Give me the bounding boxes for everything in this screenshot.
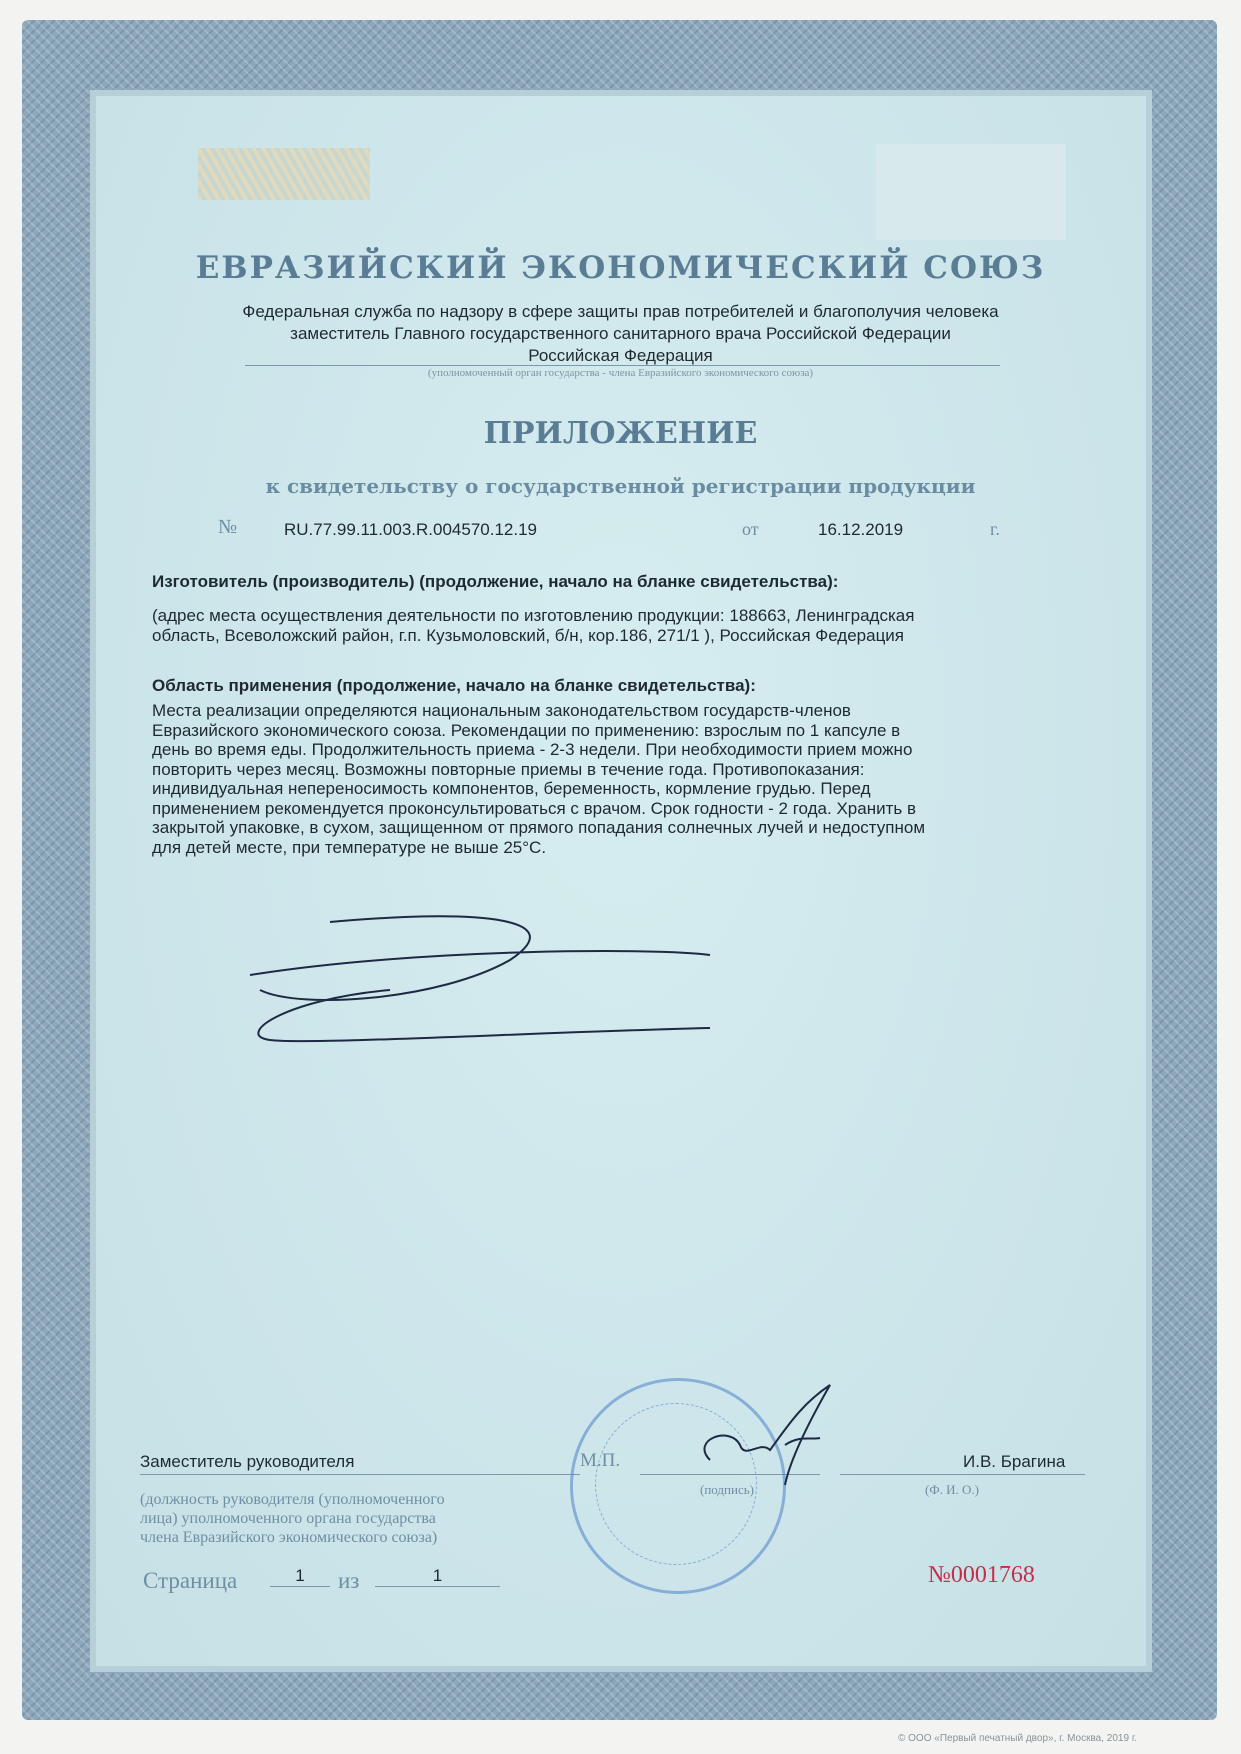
hologram bbox=[198, 148, 370, 200]
doc-subtitle: к свидетельству о государственной регистрации продукции bbox=[265, 474, 976, 498]
text-line: закрытой упаковке, в сухом, защищенном от прямого попадания солнечных лучей и недоступном bbox=[152, 818, 926, 837]
serial-number: №0001768 bbox=[928, 1562, 1035, 1588]
date-label: от bbox=[742, 519, 759, 539]
text-line: Евразийского экономического союза. Рекомендации по применению: взрослым по 1 капсуле в bbox=[152, 720, 901, 740]
divider bbox=[140, 1474, 580, 1475]
text-line: область, Всеволожский район, г.п. Кузьмоловский, б/н, кор.186, 271/1 ), Российская Федерация bbox=[152, 625, 905, 645]
caption-line: лица) уполномоченного органа государства bbox=[140, 1510, 436, 1527]
text-line: (адрес места осуществления деятельности по изготовлению продукции: 188663, Ленинградская bbox=[152, 606, 915, 625]
manufacturer-text bbox=[152, 606, 914, 645]
text-line: Места реализации определяются национальным законодательством государств-членов bbox=[152, 701, 851, 720]
text-line: применением рекомендуется проконсультироваться с врачом. Срок годности - 2 года. Хранить в bbox=[152, 798, 916, 818]
divider bbox=[245, 365, 1000, 366]
text-line: для детей месте, при температуре не выше 25°C. bbox=[152, 837, 547, 857]
doc-title: ПРИЛОЖЕНИЕ bbox=[483, 416, 758, 451]
registration-number: RU.77.99.11.003.R.004570.12.19 bbox=[284, 520, 537, 539]
union-title: ЕВРАЗИЙСКИЙ ЭКОНОМИЧЕСКИЙ СОЮЗ bbox=[195, 250, 1046, 286]
position-title: Заместитель руководителя bbox=[140, 1452, 355, 1471]
name-caption: (Ф. И. О.) bbox=[925, 1482, 979, 1497]
scope-heading: Область применения (продолжение, начало на бланке свидетельства): bbox=[152, 676, 756, 695]
authority-country: Российская Федерация bbox=[528, 346, 713, 365]
manufacturer-heading: Изготовитель (производитель) (продолжение, начало на бланке свидетельства): bbox=[152, 572, 839, 591]
year-suffix: г. bbox=[990, 519, 1000, 539]
page-label: Страница bbox=[143, 1568, 238, 1593]
faded-code-area bbox=[876, 144, 1066, 240]
divider bbox=[840, 1474, 1085, 1475]
z-strike-line bbox=[240, 900, 740, 1080]
signature bbox=[690, 1380, 860, 1490]
printer-credit: © ООО «Первый печатный двор», г. Москва, 2019 г. bbox=[898, 1733, 1138, 1744]
signer-name: И.В. Брагина bbox=[963, 1452, 1066, 1471]
position-caption bbox=[140, 1490, 445, 1547]
authority-caption: (уполномоченный орган государства - члена Евразийского экономического союза) bbox=[427, 367, 814, 379]
seal-place: М.П. bbox=[580, 1450, 621, 1471]
authority-line-2: заместитель Главного государственного санитарного врача Российской Федерации bbox=[290, 324, 951, 343]
total-pages: 1 bbox=[375, 1566, 500, 1587]
signature-caption: (подпись) bbox=[700, 1482, 754, 1497]
number-label: № bbox=[218, 516, 238, 538]
of-label: из bbox=[338, 1568, 360, 1593]
authority-line-1: Федеральная служба по надзору в сфере защиты прав потребителей и благополучия человека bbox=[242, 302, 999, 321]
text-line: индивидуальная непереносимость компонентов, беременность, кормление грудью. Перед bbox=[152, 779, 871, 798]
caption-line: (должность руководителя (уполномоченного bbox=[140, 1491, 445, 1508]
scope-text bbox=[152, 701, 925, 857]
text-line: повторить через месяц. Возможны повторные приемы в течение года. Противопоказания: bbox=[152, 759, 865, 779]
registration-date: 16.12.2019 bbox=[818, 520, 904, 539]
caption-line: члена Евразийского экономического союза) bbox=[140, 1529, 438, 1546]
text-line: день во время еды. Продолжительность приема - 2-3 недели. При необходимости прием можно bbox=[152, 740, 913, 759]
page-number: 1 bbox=[270, 1566, 330, 1587]
